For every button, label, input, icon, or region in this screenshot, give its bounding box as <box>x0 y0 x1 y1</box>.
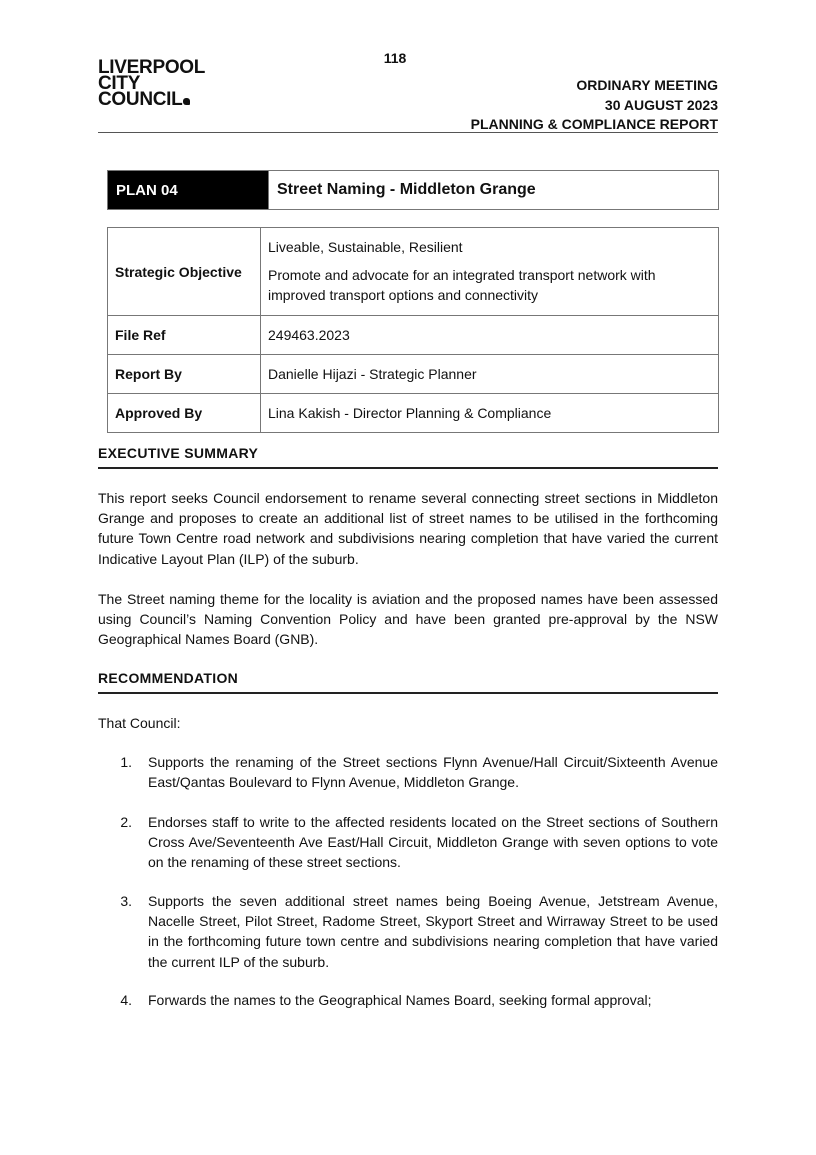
meeting-header <box>471 76 718 135</box>
header-divider <box>98 132 718 133</box>
report-info-table <box>107 227 719 433</box>
recommendation-text: Supports the seven additional street names being Boeing Avenue, Jetstream Avenue, Nacelle Street, Pilot Street, Radome Street, Skyport Street and Wirraway Street to be used in the forthcoming future town centre and subdivisions nearing completion that have varied the current ILP of the suburb. <box>148 893 718 970</box>
recommendation-item-1 <box>98 752 718 792</box>
logo-line-2: CITY <box>98 73 141 94</box>
recommendation-text: Endorses staff to write to the affected residents located on the Street sections of Southern Cross Ave/Seventeenth Ave East/Hall Circuit, Middleton Grange with seven options to vote on the renaming of these street sections. <box>148 814 718 871</box>
executive-summary-paragraph-2: The Street naming theme for the locality is aviation and the proposed names have been assessed using Council’s Naming Convention Policy and have been granted pre-approval by the NSW Geographical Names Board (GNB). <box>98 591 718 648</box>
table-row <box>108 316 719 355</box>
logo-line-1: LIVERPOOL <box>98 57 206 78</box>
plan-title: Street Naming - Middleton Grange <box>268 171 718 209</box>
report-by-value: Danielle Hijazi - Strategic Planner <box>261 355 719 394</box>
file-ref-label: File Ref <box>108 316 261 355</box>
report-by-label: Report By <box>108 355 261 394</box>
strategic-objective-label: Strategic Objective <box>108 228 261 316</box>
approved-by-value: Lina Kakish - Director Planning & Compliance <box>261 394 719 433</box>
strategic-objective-line-2: Promote and advocate for an integrated transport network with improved transport options and connectivity <box>268 267 656 303</box>
recommendation-number: 4. <box>120 992 132 1008</box>
plan-title-box <box>107 170 719 210</box>
logo-line-3 <box>98 89 205 110</box>
table-row <box>108 355 719 394</box>
liverpool-city-council-logo <box>98 57 206 110</box>
approved-by-label: Approved By <box>108 394 261 433</box>
logo-line-3-text: COUNCIL <box>98 89 183 110</box>
meeting-date: 30 AUGUST 2023 <box>604 96 718 113</box>
page-number: 118 <box>383 50 407 66</box>
table-row <box>108 394 719 433</box>
plan-code: PLAN 04 <box>108 171 268 209</box>
recommendation-number: 1. <box>120 754 132 770</box>
recommendation-item-4 <box>98 990 718 1010</box>
table-row <box>108 228 719 316</box>
executive-summary-paragraph-1: This report seeks Council endorsement to rename several connecting street sections in Middleton Grange and proposes to create an additional list of street names to be utilised in the forthcoming future Town Centre road network and subdivisions nearing completion that have varied the current Indicative Layout Plan (ILP) of the suburb. <box>98 490 718 567</box>
recommendation-number: 2. <box>120 814 132 830</box>
recommendation-item-2 <box>98 812 718 873</box>
file-ref-value: 249463.2023 <box>261 316 719 355</box>
recommendation-item-3 <box>98 891 718 972</box>
recommendation-text: Supports the renaming of the Street sections Flynn Avenue/Hall Circuit/Sixteenth Avenue East/Qantas Boulevard to Flynn Avenue, Middleton Grange. <box>148 754 718 791</box>
recommendation-number: 3. <box>120 893 132 909</box>
meeting-type: ORDINARY MEETING <box>576 77 718 93</box>
recommendation-heading: RECOMMENDATION <box>98 670 718 694</box>
recommendation-intro: That Council: <box>98 715 181 731</box>
report-type: PLANNING & COMPLIANCE REPORT <box>470 116 718 132</box>
strategic-objective-value <box>261 228 719 316</box>
executive-summary-heading: EXECUTIVE SUMMARY <box>98 445 718 469</box>
logo-mark-icon <box>183 98 190 105</box>
strategic-objective-line-1: Liveable, Sustainable, Resilient <box>268 238 463 255</box>
recommendation-text: Forwards the names to the Geographical Names Board, seeking formal approval; <box>148 992 652 1008</box>
